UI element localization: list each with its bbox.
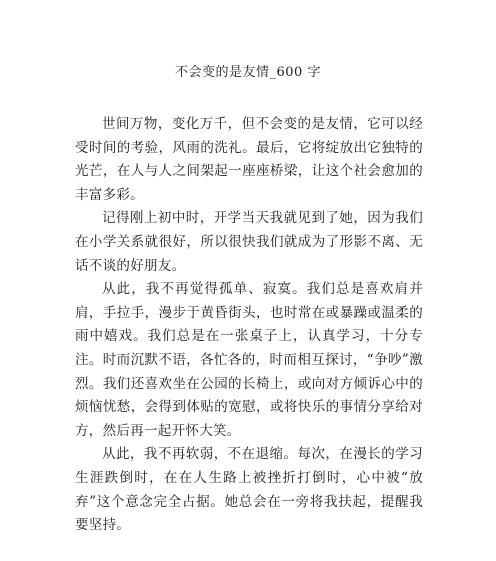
paragraph: 世间万物，变化万千，但不会变的是友情，它可以经受时间的考验，风雨的洗礼。最后，它将绽放出它独特的光芒，在人与人之间架起一座座桥梁，让这个社会愈加的丰富多彩。 xyxy=(75,116,423,203)
paragraph: 从此，我不再软弱，不在退缩。每次，在漫长的学习生涯跌倒时，在在人生路上被挫折打倒时，心中被“放弃”这个意念完全占据。她总会在一旁将我扶起，提醒我要坚持。 xyxy=(75,446,423,534)
document-body xyxy=(75,113,423,538)
document-title: 不会变的是友情_600 字 xyxy=(175,65,321,80)
paragraph: 从此，我不再觉得孤单、寂寞。我们总是喜欢肩并肩，手拉手，漫步于黄昏街头，也时常在或暴躁或温柔的雨中嬉戏。我们总是在一张桌子上，认真学习，十分专注。时而沉默不语，各忙各的，时而相互探讨，“争吵”激烈。我们还喜欢坐在公园的长椅上，或向对方倾诉心中的烦恼忧愁，会得到体贴的宽慰，或将快乐的事情分享给对方，然后再一起开怀大笑。 xyxy=(75,281,423,439)
paragraph: 记得刚上初中时，开学当天我就见到了她，因为我们在小学关系就很好，所以很快我们就成为了形影不离、无话不谈的好朋友。 xyxy=(75,210,423,274)
